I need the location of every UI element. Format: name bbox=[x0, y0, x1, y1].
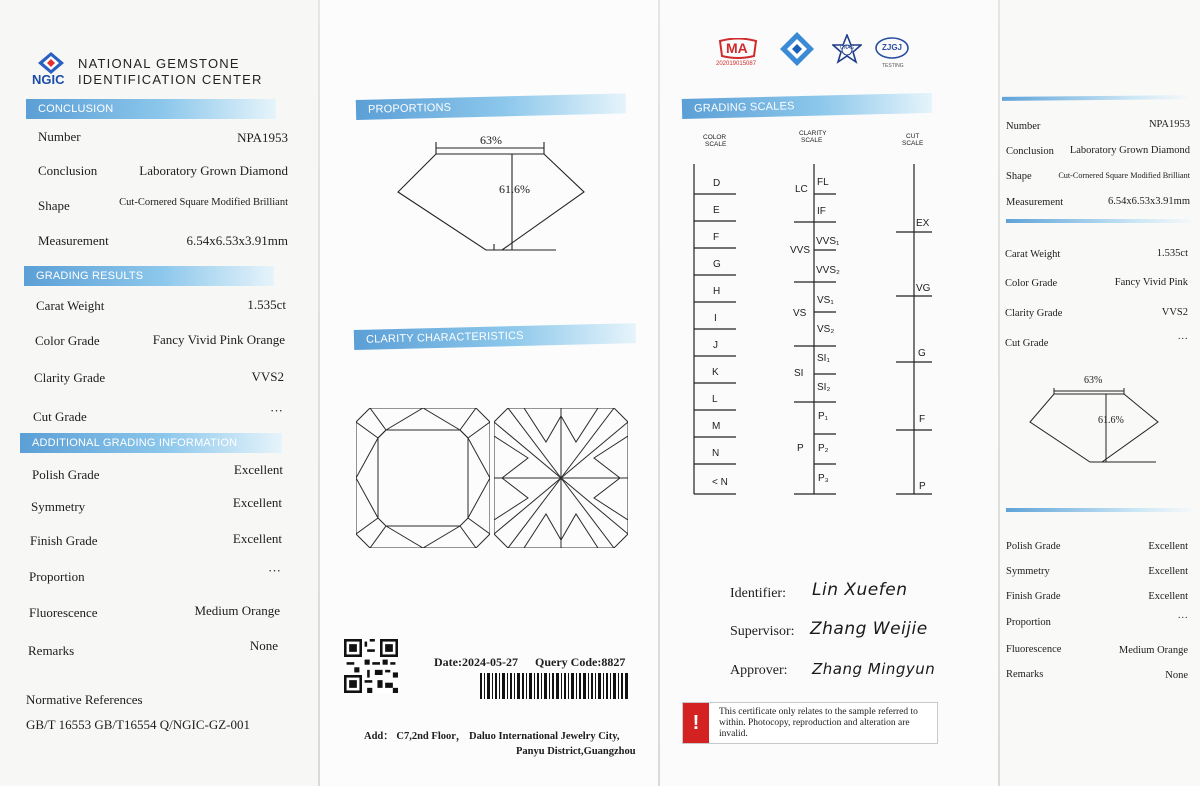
approver-signature: Zhang Mingyun bbox=[812, 660, 936, 678]
clarity-grade-p3: P₃ bbox=[818, 473, 829, 484]
color-scale-title-2: SCALE bbox=[705, 141, 727, 148]
summary-shape-label: Shape bbox=[1006, 171, 1032, 182]
barcode bbox=[480, 673, 628, 699]
conclusion-header bbox=[26, 99, 276, 119]
proportions-header bbox=[356, 93, 626, 120]
clarity-group-lc: LC bbox=[795, 184, 808, 195]
cut-grade-ex: EX bbox=[916, 218, 930, 229]
summary-remarks-value: None bbox=[1165, 670, 1188, 681]
summary-depth-percent: 61.6% bbox=[1098, 415, 1124, 426]
issue-date: Date:2024-05-27 bbox=[434, 655, 518, 669]
color-grade-e: E bbox=[713, 205, 720, 216]
table-percent: 63% bbox=[480, 133, 502, 147]
summary-proportions-diagram bbox=[1024, 384, 1164, 468]
clarity-group-vvs: VVS bbox=[790, 245, 811, 256]
summary-rule-1 bbox=[1006, 219, 1196, 223]
cut-grade-vg: VG bbox=[916, 283, 931, 294]
validity-notice-text: This certificate only relates to the sample referred to within. Photocopy, reproduction and alteration are invalid. bbox=[719, 707, 918, 739]
symmetry-label: Symmetry bbox=[31, 499, 86, 514]
identifier-label: Identifier: bbox=[730, 586, 786, 601]
remarks-label: Remarks bbox=[28, 643, 75, 658]
shape-value: Cut-Cornered Square Modified Brilliant bbox=[119, 197, 288, 208]
summary-clarity-label: Clarity Grade bbox=[1005, 308, 1063, 319]
clarity-grade-vvs1: VVS₁ bbox=[816, 236, 840, 247]
summary-proportion-value: ··· bbox=[1177, 613, 1188, 624]
crown-plot-diagram bbox=[356, 408, 490, 548]
color-grade-value: Fancy Vivid Pink Orange bbox=[152, 332, 285, 347]
org-abbr: NGIC bbox=[32, 72, 65, 87]
cma-text: MA bbox=[726, 40, 748, 56]
grading-results-title: GRADING RESULTS bbox=[36, 270, 144, 282]
report-panel-diagrams bbox=[320, 0, 658, 786]
conclusion-title: CONCLUSION bbox=[38, 103, 114, 115]
cut-grade-g: G bbox=[918, 348, 926, 359]
clarity-grade-vs1: VS₁ bbox=[817, 295, 834, 306]
summary-shape-value: Cut-Cornered Square Modified Brilliant bbox=[1058, 171, 1190, 180]
measurement-label: Measurement bbox=[38, 233, 109, 248]
finish-label: Finish Grade bbox=[30, 533, 98, 548]
ngic-emblem-icon bbox=[780, 32, 814, 66]
summary-fluorescence-value: Medium Orange bbox=[1118, 645, 1188, 656]
identifier-signature: Lin Xuefen bbox=[812, 580, 908, 600]
org-name-line2: IDENTIFICATION CENTER bbox=[78, 72, 263, 87]
color-grade-i: I bbox=[714, 313, 717, 324]
color-grade-h: H bbox=[713, 286, 721, 297]
summary-finish-label: Finish Grade bbox=[1006, 591, 1061, 602]
zjgj-text: ZJGJ bbox=[882, 43, 903, 52]
color-grade-d: D bbox=[713, 178, 721, 189]
summary-fluorescence-label: Fluorescence bbox=[1006, 644, 1062, 655]
number-value: NPA1953 bbox=[237, 130, 288, 145]
cut-grade-value: ··· bbox=[270, 403, 283, 418]
clarity-grade-p2: P₂ bbox=[818, 443, 829, 454]
clarity-group-p: P bbox=[797, 443, 804, 454]
color-grade-k: K bbox=[712, 367, 719, 378]
cut-grade-p: P bbox=[919, 481, 926, 492]
validity-notice bbox=[682, 702, 938, 744]
warning-icon: ! bbox=[683, 703, 709, 743]
clarity-grade-fl: FL bbox=[817, 177, 829, 188]
grading-scales-title: GRADING SCALES bbox=[693, 100, 795, 115]
normative-title: Normative References bbox=[26, 692, 143, 707]
clarity-grade-si1: SI₁ bbox=[817, 353, 830, 364]
conclusion-label: Conclusion bbox=[38, 163, 98, 178]
color-grade-j: J bbox=[713, 340, 718, 351]
additional-header bbox=[20, 433, 282, 453]
symmetry-value: Excellent bbox=[232, 495, 282, 510]
proportions-title: PROPORTIONS bbox=[367, 101, 452, 116]
clarity-grade-label: Clarity Grade bbox=[34, 370, 106, 385]
color-grade-below-n: < N bbox=[712, 477, 728, 488]
remarks-value: None bbox=[249, 638, 278, 653]
color-grade-f: F bbox=[713, 232, 720, 243]
supervisor-signature: Zhang Weijie bbox=[810, 619, 928, 639]
clarity-scale-title-2: SCALE bbox=[801, 137, 823, 144]
clarity-header bbox=[354, 323, 636, 350]
summary-polish-value: Excellent bbox=[1148, 541, 1188, 552]
cnas-text: CNAS bbox=[840, 45, 854, 51]
supervisor-label: Supervisor: bbox=[730, 624, 795, 639]
summary-color-value: Fancy Vivid Pink bbox=[1114, 277, 1188, 288]
summary-symmetry-label: Symmetry bbox=[1006, 566, 1050, 577]
depth-percent: 61.6% bbox=[499, 182, 530, 196]
report-panel-scales bbox=[660, 0, 1000, 786]
summary-proportion-label: Proportion bbox=[1006, 617, 1051, 628]
fluorescence-value: Medium Orange bbox=[194, 603, 280, 618]
summary-cut-value: ··· bbox=[1177, 334, 1188, 345]
pavilion-plot-diagram bbox=[494, 408, 628, 548]
clarity-grade-si2: SI₂ bbox=[817, 382, 831, 393]
cut-grade-label: Cut Grade bbox=[33, 409, 87, 424]
summary-carat-label: Carat Weight bbox=[1005, 249, 1061, 260]
report-panel-left bbox=[0, 0, 318, 786]
proportions-diagram bbox=[394, 134, 594, 258]
summary-clarity-value: VVS2 bbox=[1161, 307, 1188, 318]
clarity-grade-p1: P₁ bbox=[818, 411, 829, 422]
cut-grade-f: F bbox=[919, 414, 926, 425]
cut-scale-title-2: SCALE bbox=[902, 140, 924, 147]
address-line2: Panyu District,Guangzhou bbox=[516, 746, 636, 757]
color-grade-n: N bbox=[712, 448, 720, 459]
clarity-grade-if: IF bbox=[817, 206, 826, 217]
approver-label: Approver: bbox=[730, 663, 788, 678]
address-line1: Add： C7,2nd Floor， Daluo International Jewelry City, bbox=[364, 731, 620, 742]
summary-conclusion-value: Laboratory Grown Diamond bbox=[1069, 145, 1190, 156]
query-code: Query Code:8827 bbox=[535, 655, 626, 669]
summary-table-percent: 63% bbox=[1084, 375, 1103, 386]
summary-finish-value: Excellent bbox=[1148, 591, 1188, 602]
clarity-scale-title-1: CLARITY bbox=[799, 130, 827, 137]
clarity-title: CLARITY CHARACTERISTICS bbox=[365, 329, 524, 346]
summary-number-value: NPA1953 bbox=[1148, 119, 1190, 130]
carat-weight-label: Carat Weight bbox=[36, 298, 105, 313]
clarity-grade-vvs2: VVS₂ bbox=[816, 265, 840, 276]
cut-scale-ruler bbox=[892, 164, 936, 500]
proportion-label: Proportion bbox=[29, 569, 85, 584]
color-grade-l: L bbox=[712, 394, 718, 405]
summary-carat-value: 1.535ct bbox=[1156, 248, 1188, 259]
summary-conclusion-label: Conclusion bbox=[1006, 146, 1054, 157]
color-grade-m: M bbox=[712, 421, 721, 432]
carat-weight-value: 1.535ct bbox=[247, 297, 286, 312]
summary-symmetry-value: Excellent bbox=[1148, 566, 1188, 577]
number-label: Number bbox=[38, 129, 81, 144]
qr-code bbox=[344, 638, 398, 694]
zjgj-sub: TESTING bbox=[882, 63, 904, 69]
polish-value: Excellent bbox=[233, 462, 283, 477]
cma-number: 202019015087 bbox=[716, 61, 757, 67]
summary-cut-label: Cut Grade bbox=[1005, 338, 1049, 349]
proportion-value: ··· bbox=[268, 563, 281, 578]
summary-polish-label: Polish Grade bbox=[1006, 541, 1061, 552]
summary-measurement-value: 6.54x6.53x3.91mm bbox=[1108, 196, 1190, 207]
shape-label: Shape bbox=[38, 198, 70, 213]
color-grade-label: Color Grade bbox=[35, 333, 100, 348]
clarity-grade-vs2: VS₂ bbox=[817, 324, 835, 335]
clarity-grade-value: VVS2 bbox=[251, 369, 284, 384]
clarity-group-vs: VS bbox=[793, 308, 807, 319]
color-grade-g: G bbox=[713, 259, 721, 270]
summary-measurement-label: Measurement bbox=[1006, 197, 1064, 208]
summary-card bbox=[1000, 0, 1200, 786]
normative-refs: GB/T 16553 GB/T16554 Q/NGIC-GZ-001 bbox=[26, 717, 251, 732]
summary-number-label: Number bbox=[1006, 121, 1041, 132]
cut-scale-title-1: CUT bbox=[906, 133, 920, 140]
summary-rule-2 bbox=[1006, 508, 1196, 512]
grading-scales-header bbox=[682, 93, 932, 119]
measurement-value: 6.54x6.53x3.91mm bbox=[186, 233, 288, 248]
finish-value: Excellent bbox=[232, 531, 282, 546]
grading-results-header bbox=[24, 266, 274, 286]
fluorescence-label: Fluorescence bbox=[29, 605, 98, 620]
org-name-line1: NATIONAL GEMSTONE bbox=[78, 56, 240, 71]
additional-title: ADDITIONAL GRADING INFORMATION bbox=[32, 437, 238, 449]
summary-color-label: Color Grade bbox=[1005, 278, 1058, 289]
ngic-logo-icon bbox=[38, 52, 64, 74]
conclusion-value: Laboratory Grown Diamond bbox=[139, 163, 288, 178]
summary-remarks-label: Remarks bbox=[1006, 669, 1044, 680]
summary-top-rule bbox=[1002, 95, 1192, 101]
polish-label: Polish Grade bbox=[32, 467, 100, 482]
color-scale-title-1: COLOR bbox=[703, 134, 727, 141]
clarity-group-si: SI bbox=[794, 368, 804, 379]
